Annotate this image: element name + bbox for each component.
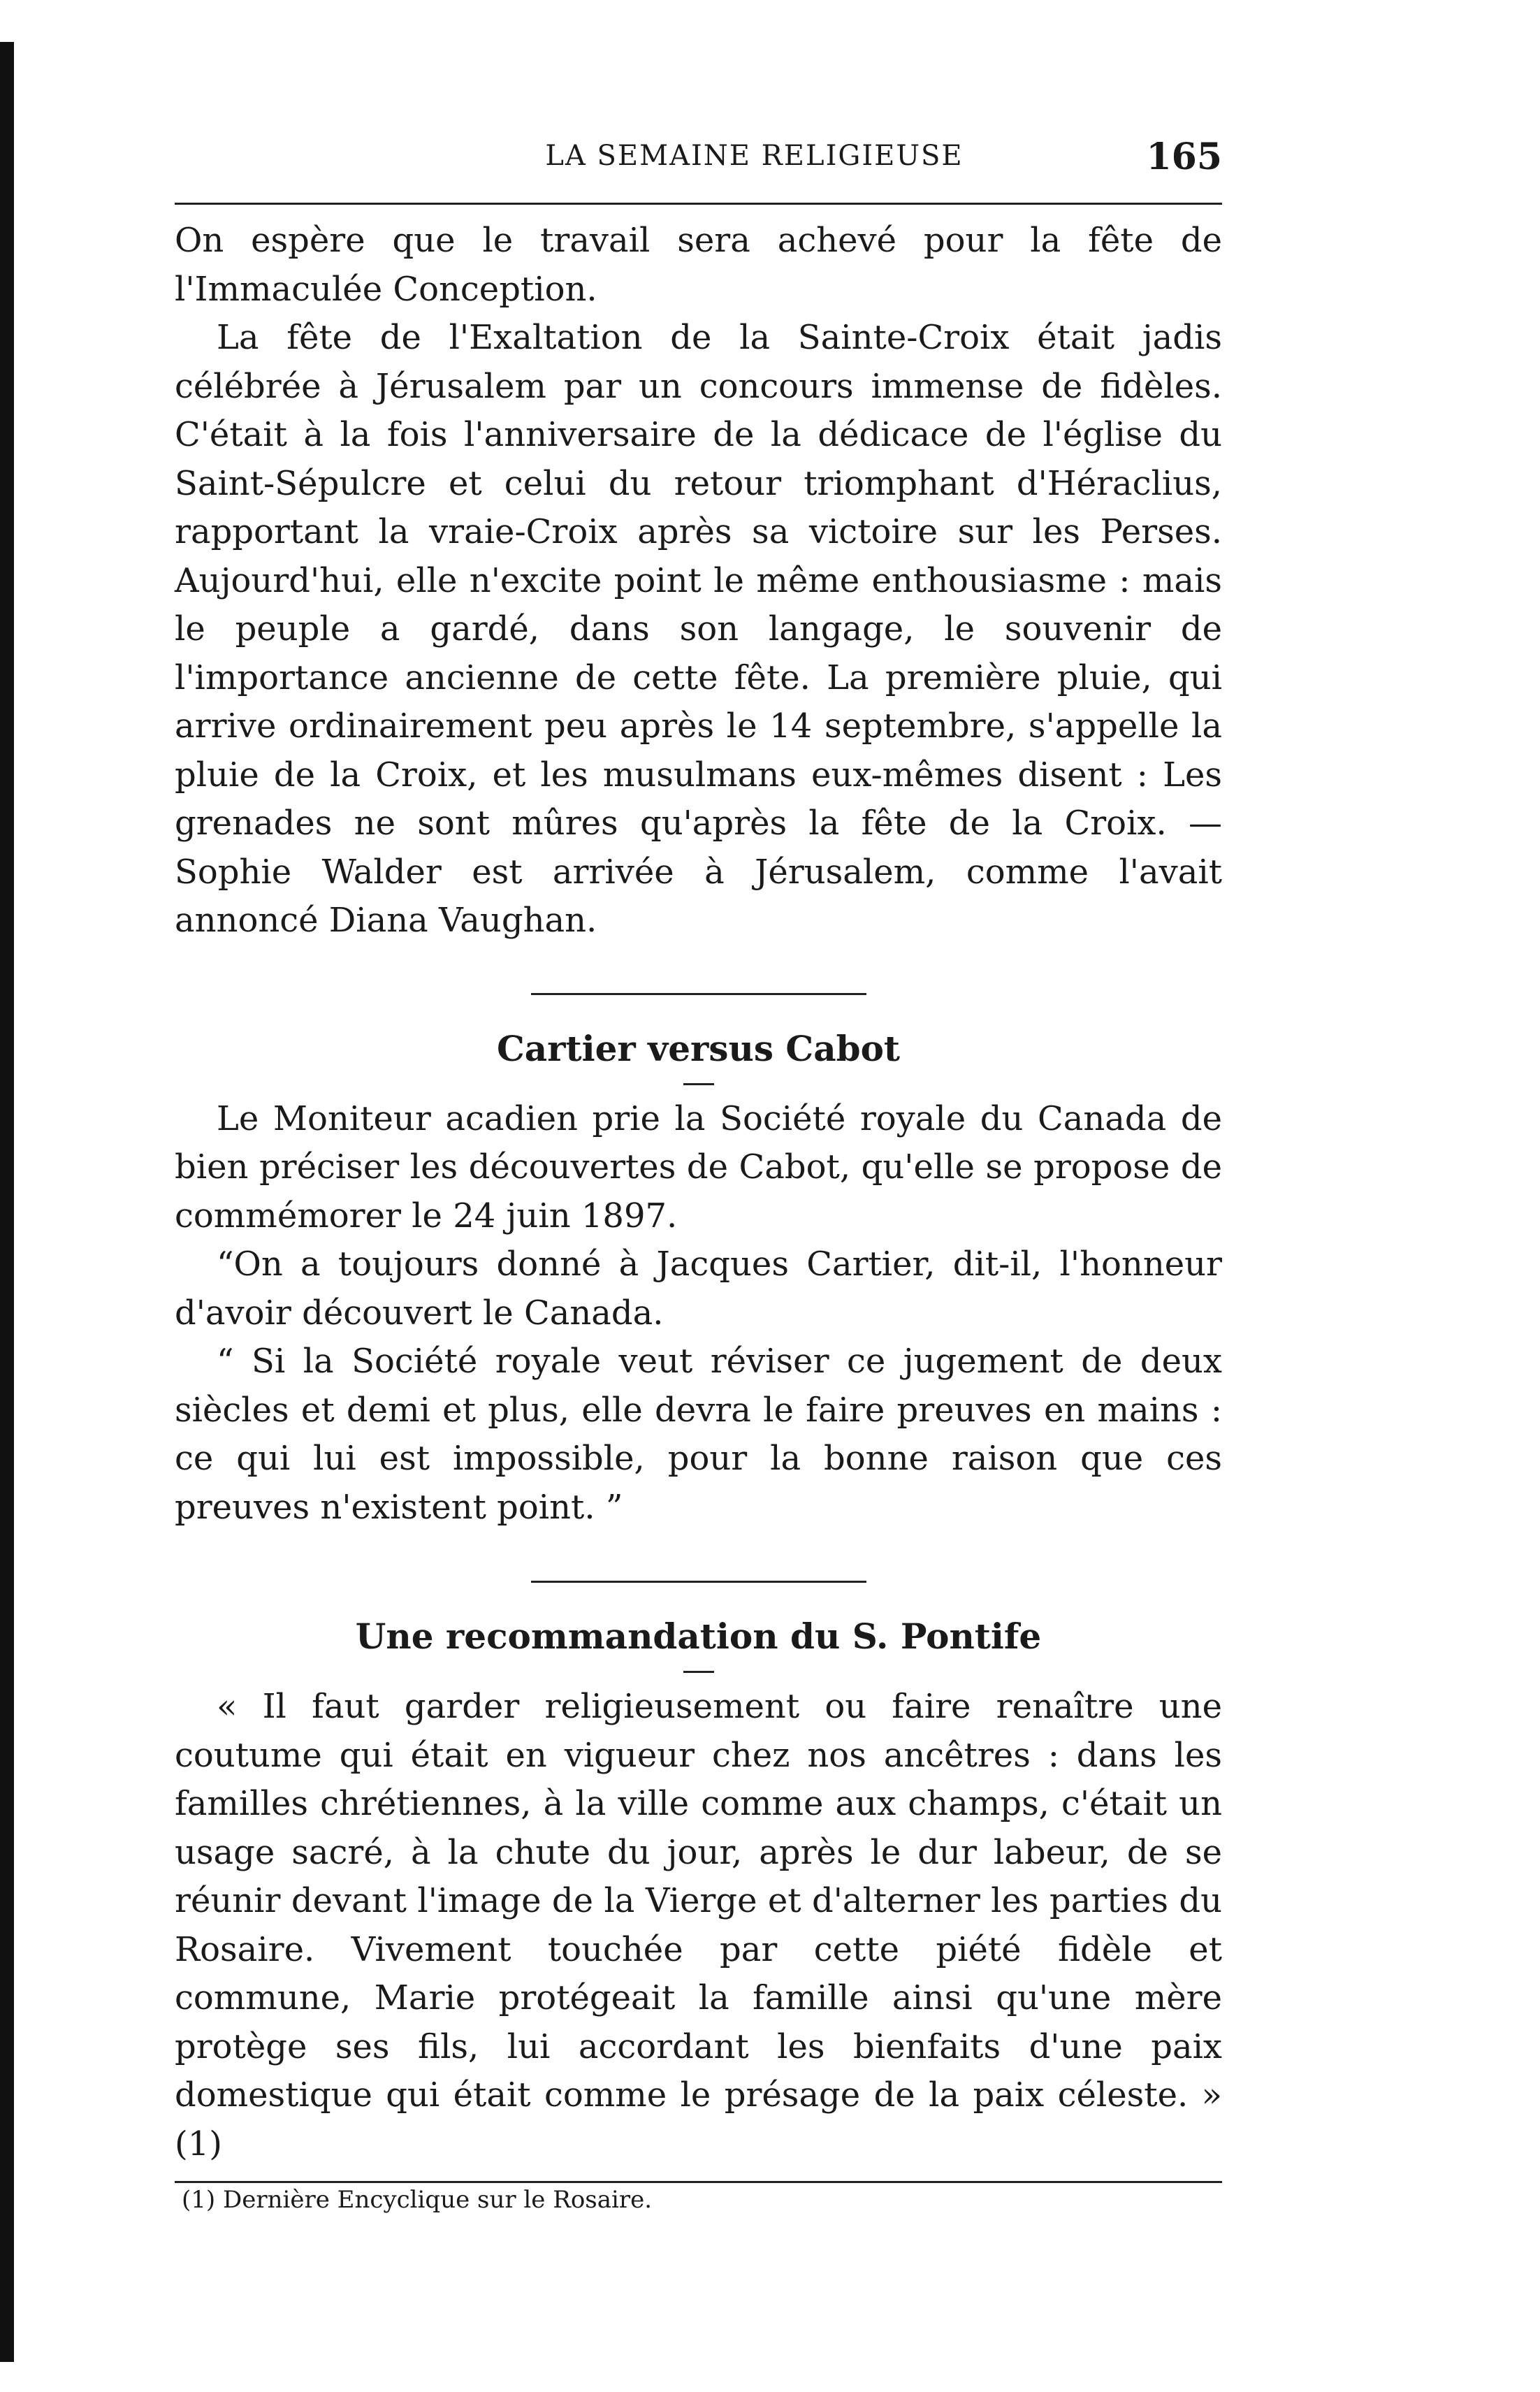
footnote: (1) Dernière Encyclique sur le Rosaire. — [182, 2186, 653, 2214]
spacer — [175, 945, 1222, 993]
spacer — [175, 1673, 1222, 1683]
page-number: 165 — [1146, 136, 1222, 178]
section-title-recommandation: Une recommandation du S. Pontife — [355, 1616, 1042, 1657]
intro-paragraph-2: La fête de l'Exaltation de la Sainte-Croix était jadis célébrée à Jérusalem par un concours immense de fidèles. C'était à la fois l'anniversaire de la dédicace de l'église du Saint-Sépulcre et celui du retour triomphant d'Héraclius, rapportant la vraie-Croix après sa victoire sur les Perses. Aujourd'hui, elle n'excite point le même enthousiasme : mais le peuple a gardé, dans son langage, le souvenir de l'importance ancienne de cette fête. La première pluie, qui arrive ordinairement peu après le 14 septembre, s'appelle la pluie de la Croix, et les musulmans eux-mêmes disent : Les grenades ne sont mûres qu'après la fête de la Croix. — Sophie Walder est arrivée à Jérusalem, comme l'avait annoncé Diana Vaughan. — [175, 318, 1222, 940]
page-body — [175, 217, 1222, 2217]
header-rule — [175, 203, 1222, 205]
section1-paragraph-1: Le Moniteur acadien prie la Société royale du Canada de bien préciser les découvertes de Cabot, qu'elle se propose de commémorer le 24 juin 1897. — [175, 1099, 1222, 1235]
page-header — [175, 136, 1222, 182]
spacer — [175, 2168, 1222, 2181]
section1-paragraph-3: “ Si la Société royale veut réviser ce jugement de deux siècles et demi et plus, elle devra le faire preuves en mains : ce qui lui est impossible, pour la bonne raison que ces preuves n'existent point. ” — [175, 1342, 1222, 1527]
page-scan-edge — [0, 42, 14, 2362]
intro-paragraph-1: On espère que le travail sera achevé pour la fête de l'Immaculée Conception. — [175, 221, 1222, 309]
spacer — [175, 1073, 1222, 1083]
section1-paragraph-2: “On a toujours donné à Jacques Cartier, dit-il, l'honneur d'avoir découvert le Canada. — [175, 1245, 1222, 1333]
spacer — [175, 1661, 1222, 1671]
spacer — [175, 995, 1222, 1024]
spacer — [175, 1583, 1222, 1612]
spacer — [175, 1532, 1222, 1581]
running-title: LA SEMAINE RELIGIEUSE — [545, 140, 964, 172]
spacer — [175, 1085, 1222, 1095]
section2-paragraph-1: « Il faut garder religieusement ou faire renaître une coutume qui était en vigueur chez nos ancêtres : dans les familles chrétiennes, à la ville comme aux champs, c'était un usage sacré, à la chute du jour, après le dur labeur, de se réunir devant l'image de la Vierge et d'alterner les parties du Rosaire. Vivement touchée par cette piété fidèle et commune, Marie protégeait la famille ainsi qu'une mère protège ses fils, lui accordant les bienfaits d'une paix domestique qui était comme le présage de la paix céleste. » (1) — [175, 1687, 1222, 2163]
section-title-cartier-cabot: Cartier versus Cabot — [496, 1027, 901, 1069]
